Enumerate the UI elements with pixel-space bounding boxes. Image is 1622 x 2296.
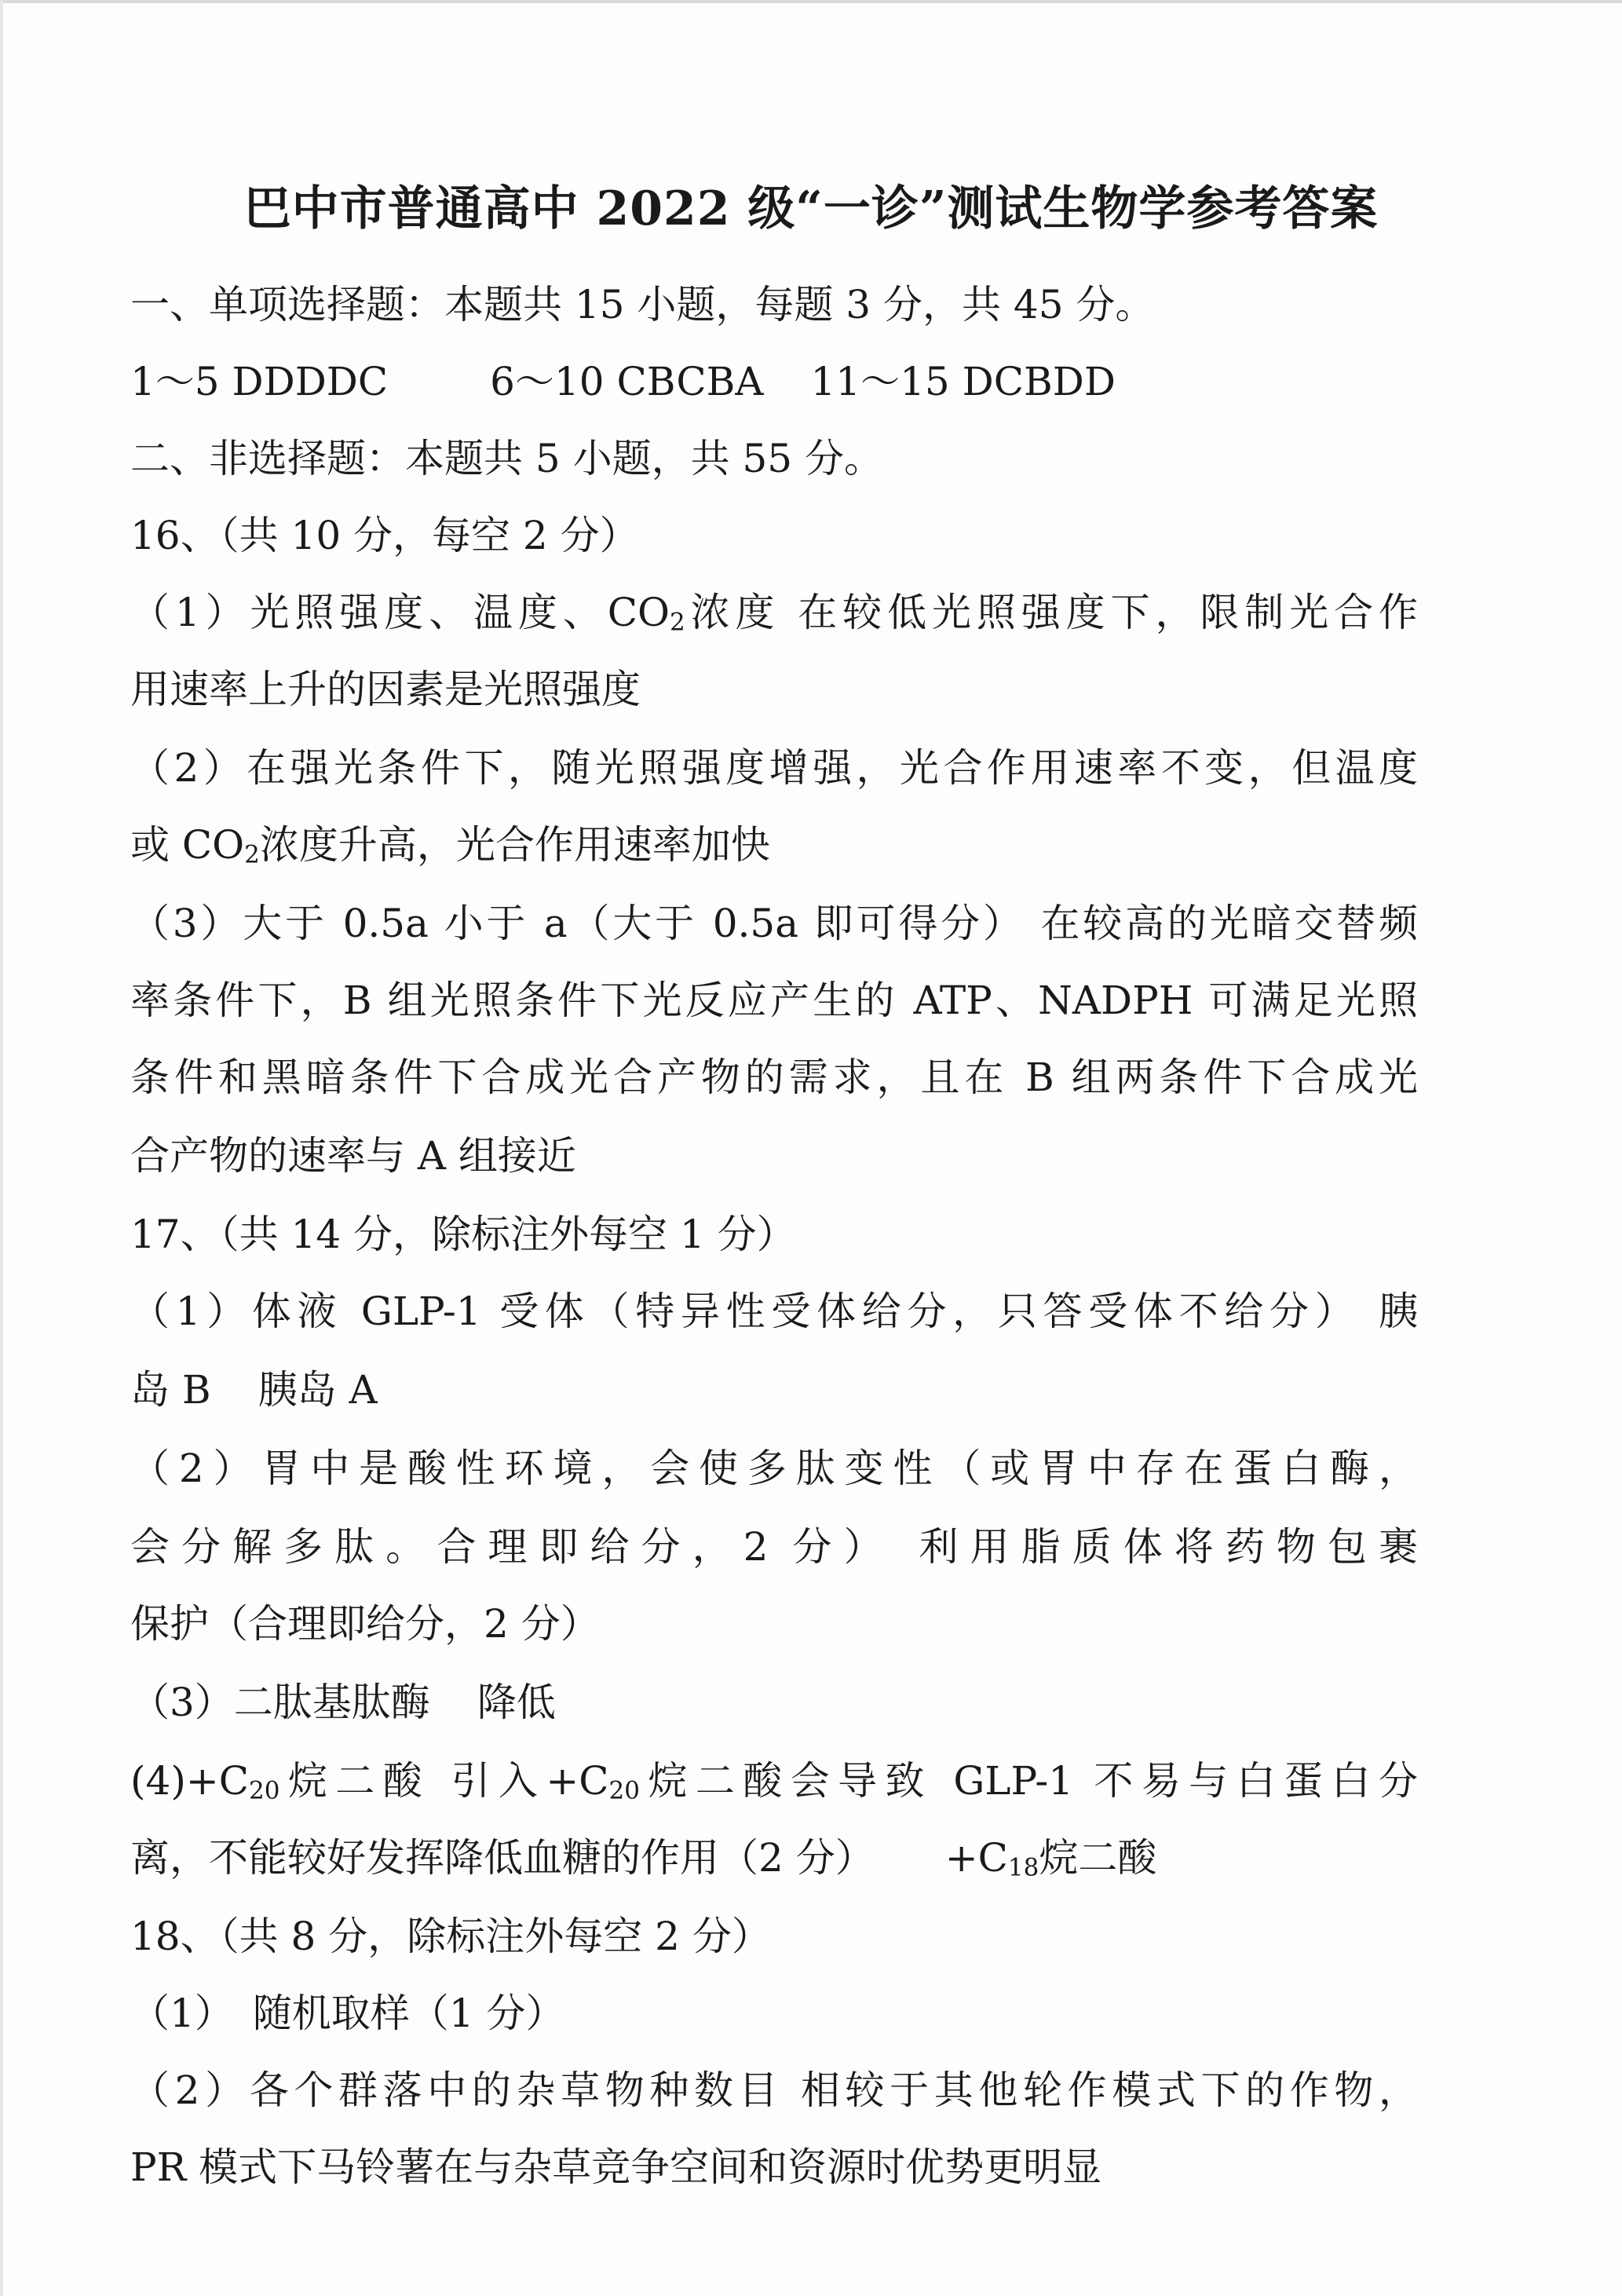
q18-heading: 18、（共 8 分，除标注外每空 2 分）: [130, 1914, 771, 1959]
q16-p1-answer-b: 在较低光照强度下，限制光合作: [798, 590, 1419, 635]
q17-part4-line2: 离，不能较好发挥降低血糖的作用（2 分） $+C_{18}$烷二酸: [130, 1835, 1157, 1882]
q16-part2-line1: （2）在强光条件下，随光照强度增强，光合作用速率不变，但温度: [130, 745, 1418, 791]
q17-part3: （3）二肽基肽酶 降低: [130, 1680, 556, 1725]
q17-part2-line1: （2）胃中是酸性环境，会使多肽变性（或胃中存在蛋白酶，: [130, 1446, 1418, 1491]
q17-part1-line2: 岛 B 胰岛 A: [130, 1367, 378, 1413]
section1-heading: 一、单项选择题：本题共 15 小题，每题 3 分，共 45 分。: [130, 282, 1155, 327]
q16-heading: 16、（共 10 分，每空 2 分）: [130, 513, 639, 558]
q16-p3-answer-b: 在较高的光暗交替频: [1040, 901, 1418, 946]
q16-p1-answer-a: （1）光照强度、温度、$CO_2$浓度: [130, 590, 780, 637]
q16-p3-answer-a: （3）大于 0.5a 小于 a（大于 0.5a 即可得分）: [130, 901, 1025, 946]
answers-6-10: 6～10 CBCBA: [490, 359, 764, 404]
section1-answers: [130, 358, 1418, 405]
q16-part2-line2: 或 $CO_2$浓度升高，光合作用速率加快: [130, 822, 770, 869]
q17-part2-line3: 保护（合理即给分，2 分）: [130, 1601, 600, 1647]
scan-edge-top: [0, 0, 1622, 3]
q17-part2-line2: 会分解多肽。合理即给分，2 分） 利用脂质体将药物包裹: [130, 1524, 1418, 1570]
page-title: 巴中市普通高中 2022 级“一诊”测试生物学参考答案: [243, 181, 1379, 236]
answers-1-5: 1～5 DDDDC: [130, 359, 389, 404]
q16-part1-line1: [130, 589, 1418, 636]
q17-part4-line1: $(4)+C_{20}$烷二酸 引入$+C_{20}$烷二酸会导致 GLP-1 不易与白蛋白分: [130, 1758, 1418, 1805]
answers-11-15: 11～15 DCBDD: [810, 359, 1116, 404]
q16-part3-line4: 合产物的速率与 A 组接近: [130, 1133, 576, 1179]
q16-part3-line2: 率条件下，B 组光照条件下光反应产生的 ATP、NADPH 可满足光照: [130, 978, 1418, 1023]
q16-part3-line1: [130, 900, 1418, 947]
q16-part1-line2: 用速率上升的因素是光照强度: [130, 667, 641, 712]
q18-part2-line2: PR 模式下马铃薯在与杂草竞争空间和资源时优势更明显: [130, 2144, 1102, 2190]
q17-part1-line1: （1）体液 GLP-1 受体（特异性受体给分，只答受体不给分） 胰: [130, 1289, 1418, 1334]
q16-part3-line3: 条件和黑暗条件下合成光合产物的需求，且在 B 组两条件下合成光: [130, 1055, 1418, 1100]
scan-edge-left: [0, 0, 3, 2296]
q18-part2-line1: （2）各个群落中的杂草物种数目 相较于其他轮作模式下的作物，: [130, 2067, 1419, 2113]
section2-heading: 二、非选择题：本题共 5 小题，共 55 分。: [130, 436, 884, 481]
q17-heading: 17、（共 14 分，除标注外每空 1 分）: [130, 1212, 796, 1257]
q18-part1: （1） 随机取样（1 分）: [130, 1991, 565, 2036]
